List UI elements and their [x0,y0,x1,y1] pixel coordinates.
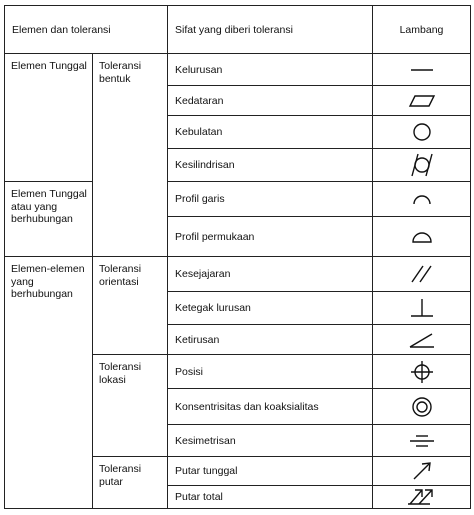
header-symbol: Lambang [373,6,471,54]
property-cell: Posisi [168,355,373,389]
flatness-icon [407,93,437,109]
property-cell: Kesimetrisan [168,425,373,457]
property-cell: Kesejajaran [168,257,373,292]
surface-profile-icon [410,230,434,244]
group-toleransi-bentuk: Toleransi bentuk [93,54,168,257]
circularity-icon [410,121,434,143]
header-property: Sifat yang diberi toleransi [168,6,373,54]
tolerance-table [4,5,471,509]
group-elemen-tunggal: Elemen Tunggal [5,54,93,182]
angularity-icon [407,330,437,350]
table-row [5,182,471,217]
property-cell: Kebulatan [168,116,373,149]
group-toleransi-putar: Toleransi putar [93,457,168,509]
concentricity-icon [409,394,435,420]
perpendicularity-icon [408,296,436,320]
total-runout-icon [405,487,439,507]
property-cell: Konsentrisitas dan koaksialitas [168,389,373,425]
property-cell: Kedataran [168,86,373,116]
group-elemen-berhubungan: Elemen-elemen yang berhubungan [5,257,93,509]
property-cell: Putar total [168,486,373,509]
parallelism-icon [408,263,436,285]
table-row [5,54,471,86]
property-cell: Kelurusan [168,54,373,86]
header-elements: Elemen dan toleransi [5,6,168,54]
property-cell: Putar tunggal [168,457,373,486]
group-toleransi-lokasi: Toleransi lokasi [93,355,168,457]
group-toleransi-orientasi: Toleransi orientasi [93,257,168,355]
circular-runout-icon [409,460,435,482]
cylindricity-icon [405,152,439,178]
header-row [5,6,471,54]
line-profile-icon [410,192,434,206]
property-cell: Profil permukaan [168,217,373,257]
property-cell: Kesilindrisan [168,149,373,182]
property-cell: Profil garis [168,182,373,217]
group-elemen-tunggal-berhubungan: Elemen Tunggal atau yang berhubungan [5,182,93,257]
property-cell: Ketirusan [168,325,373,355]
symmetry-icon [407,433,437,449]
straightness-icon [407,63,437,77]
position-icon [408,359,436,385]
property-cell: Ketegak lurusan [168,292,373,325]
table-row [5,257,471,292]
